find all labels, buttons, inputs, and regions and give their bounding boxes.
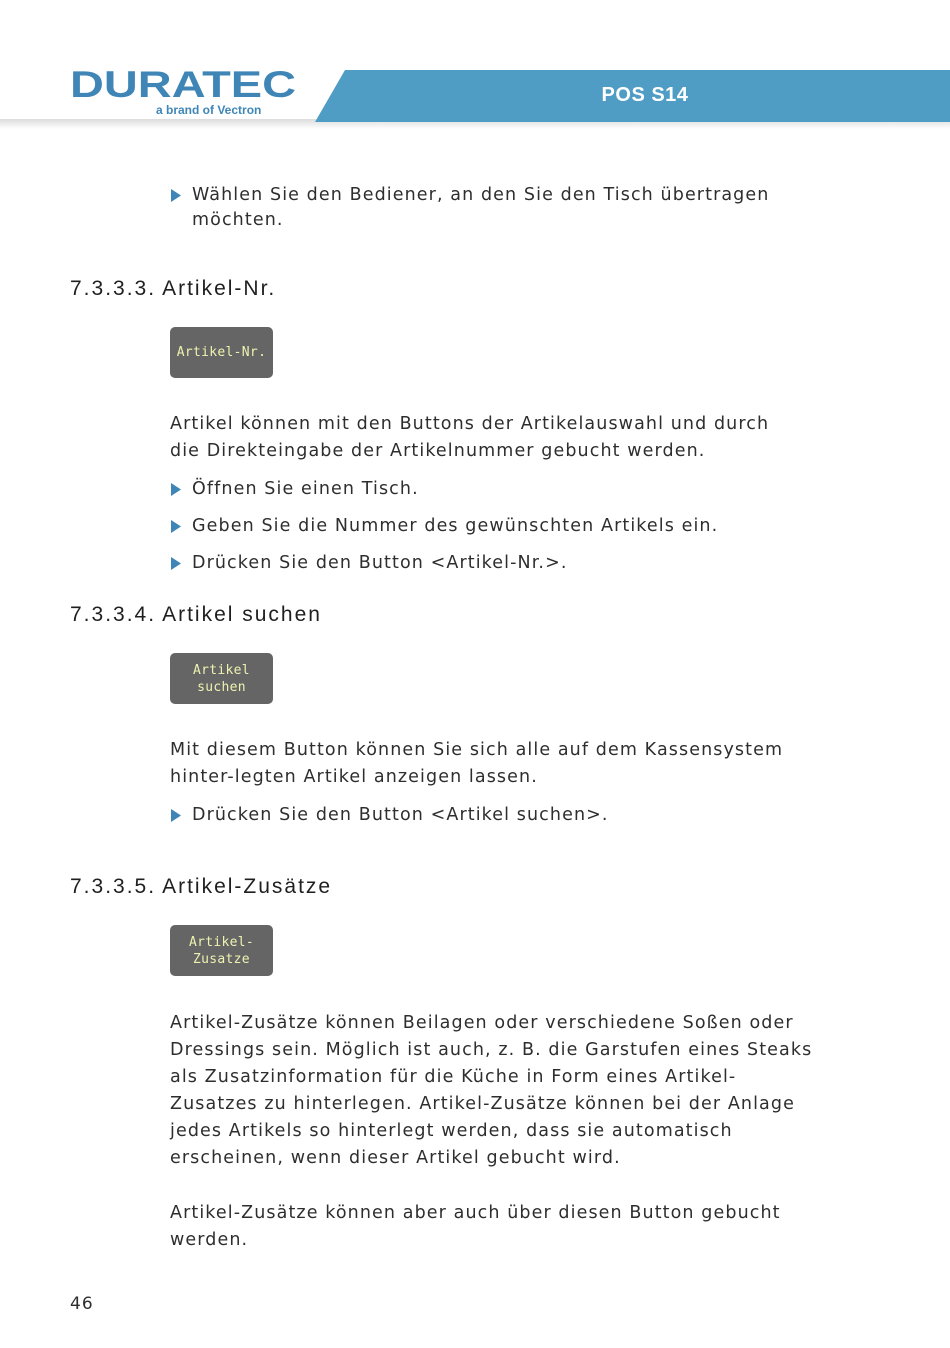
product-name: POS S14 [601,84,689,106]
triangle-right-icon [170,183,182,208]
triangle-right-icon [170,514,182,539]
artikel-nr-button[interactable]: Artikel-Nr. [170,327,273,378]
duratec-logo [70,68,300,100]
paragraph: Artikel-Zusätze können Beilagen oder verschiedene Soßen oder Dressings sein. Möglich ist auch, z. B. die Garstufen eines Steaks als Zusatzinformation für die Küche in Form eines Artikel-Zusatzes zu hinterlegen. Artikel-Zusätze können bei der Anlage jedes Artikels so hinterlegt werden, dass sie automatisch erscheinen, wenn dieser Artikel gebucht wird. [170,1013,813,1168]
page-number: 46 [70,1294,94,1314]
paragraph: Mit diesem Button können Sie sich alle auf dem Kassensystem hinter-legten Artikel anzeigen lassen. [170,740,784,787]
artikel-suchen-button[interactable]: Artikel suchen [170,653,273,704]
section-heading-artikel-zusaetze: 7.3.3.5. Artikel-Zusätze [70,875,333,898]
triangle-right-icon [170,551,182,576]
page-header [0,0,950,130]
section-heading-artikel-suchen: 7.3.3.4. Artikel suchen [70,603,322,626]
triangle-right-icon [170,477,182,502]
section-heading-artikel-nr: 7.3.3.3. Artikel-Nr. [70,277,277,300]
svg-text:DURATEC: DURATEC [70,68,296,100]
paragraph: Artikel-Zusätze können aber auch über diesen Button gebucht werden. [170,1203,781,1250]
brand-tagline: a brand of Vectron [156,103,262,117]
triangle-right-icon [170,803,182,828]
artikel-zusaetze-button[interactable]: Artikel- Zusatze [170,925,273,976]
paragraph: Artikel können mit den Buttons der Artikelauswahl und durch die Direkteingabe der Artikelnummer gebucht werden. [170,414,770,461]
